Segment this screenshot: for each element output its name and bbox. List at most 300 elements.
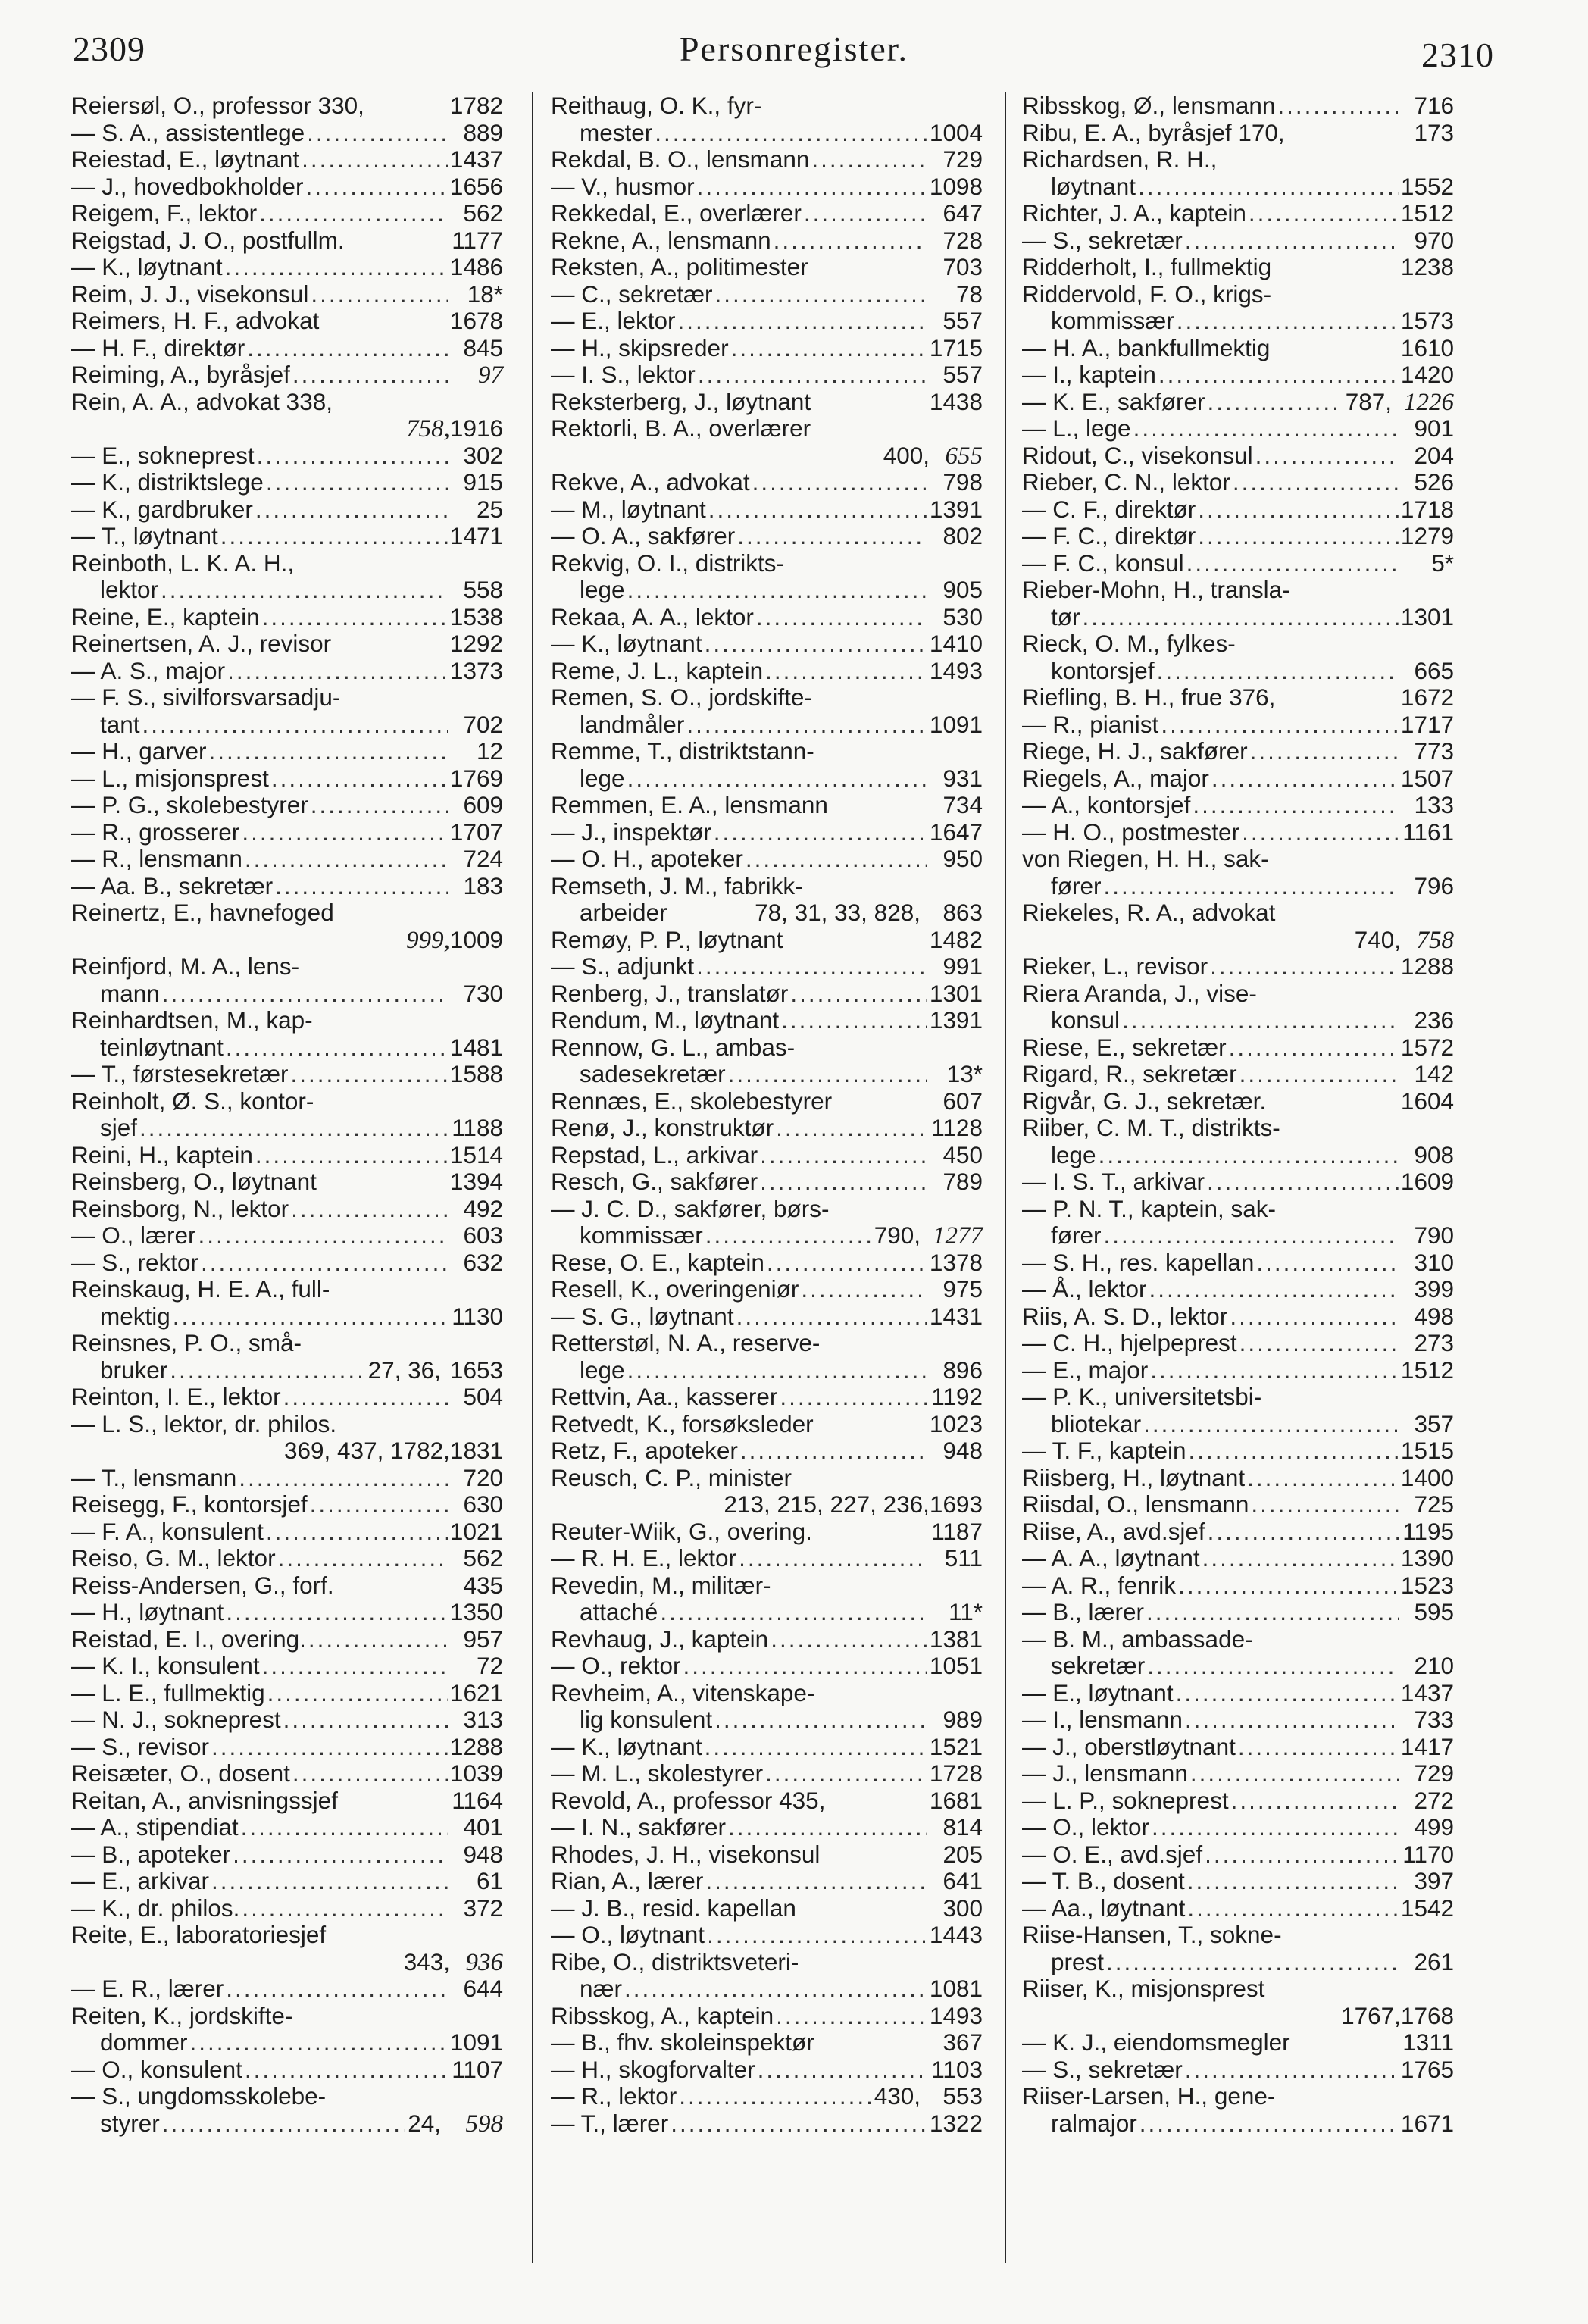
entry-page-number: 1610 [1400,333,1454,361]
entry-name: — F. A., konsulent [71,1517,264,1545]
entry-name: — K. I., konsulent [71,1652,260,1679]
register-entry [71,361,503,389]
page-title: Personregister. [679,30,909,68]
entry-page-number: 1226 [1404,388,1454,416]
entry-page-number: 72 [476,1652,503,1679]
register-entry [551,1734,983,1761]
register-entry [71,1734,503,1761]
register-entry [71,1599,503,1626]
register-entry [551,281,983,308]
register-entry [1022,1599,1454,1626]
entry-name: sjef [100,1114,138,1141]
leader-dots [255,496,448,524]
leader-dots [740,1437,927,1465]
register-entry [71,308,503,335]
entry-page-number: 1609 [1400,1168,1454,1195]
register-entry [551,1519,983,1546]
register-entry [551,2003,983,2030]
register-entry [1022,1303,1454,1331]
leader-dots [708,496,927,524]
entry-name: Repstad, L., arkivar [551,1140,758,1168]
entry-page-number: 948 [463,1840,503,1868]
leader-dots [227,658,448,685]
entry-page-number: 758 [1416,926,1454,954]
entry-page-number: 5* [1431,549,1454,577]
leader-dots [162,2110,405,2138]
leader-dots [771,1626,927,1653]
register-entry [71,523,503,550]
leader-dots [1208,389,1343,416]
register-entry [551,92,983,120]
leader-dots [259,200,448,227]
leader-dots [1185,2057,1399,2084]
entry-page-number: 1437 [449,145,503,173]
entry-name: arbeider [580,899,667,926]
entry-name: Riisberg, H., løytnant [1022,1463,1246,1491]
register-entry [551,630,983,658]
leader-dots [686,712,927,739]
register-entry [551,174,983,201]
register-entry [551,1357,983,1384]
entry-name: — K., løytnant [71,253,223,280]
entry-name: Rekkedal, E., overlærer [551,199,802,227]
register-entry [1022,308,1454,335]
leader-dots [311,792,448,819]
entry-page-number: 915 [463,468,503,496]
register-entry [551,1088,983,1115]
entry-page-number: 1420 [1400,361,1454,388]
entry-name: — I., lensmann [1022,1706,1183,1733]
register-entry [551,1680,983,1707]
entry-name: 213, 215, 227, 236, [724,1490,930,1518]
entry-page-number: 1021 [449,1517,503,1545]
entry-page-number: 133 [1414,791,1454,818]
entry-page-number: 595 [1414,1598,1454,1625]
entry-page-number: 357 [1414,1409,1454,1437]
leader-dots [1255,443,1399,470]
register-entry [1022,1491,1454,1519]
entry-name: Remmen, E. A., lensmann [551,791,828,818]
entry-name: — B., fhv. skoleinspektør [551,2028,814,2056]
leader-dots [811,146,927,174]
entry-page-number: 1512 [1400,199,1454,227]
entry-name: Ridderholt, I., fullmektig [1022,253,1272,280]
register-entry [71,2003,503,2030]
leader-dots [776,2003,927,2030]
entry-page-number: 931 [942,764,983,792]
entry-page-number: 641 [942,1867,983,1894]
entry-page-number: 730 [463,979,503,1007]
entry-name: Reigem, F., lektor [71,199,258,227]
entry-name: tant [100,710,140,738]
entry-name: Reite, E., laboratoriesjef [71,1921,327,1948]
entry-name: Revedin, M., militær- [551,1571,771,1599]
register-entry [1022,2083,1454,2110]
entry-page-number: 901 [1414,414,1454,442]
entry-page-number: 511 [944,1544,983,1572]
entry-name: Reinsnes, P. O., små- [71,1329,302,1356]
leader-dots [790,981,927,1008]
entry-name: — L. S., lektor, dr. philos. [71,1409,337,1437]
leader-dots [308,1626,448,1653]
entry-name: Renberg, J., translatør [551,979,789,1007]
entry-name: — K. J., eiendomsmegler [1022,2028,1290,2056]
leader-dots [302,146,448,174]
leader-dots [283,1706,448,1734]
register-entry [71,1760,503,1788]
leader-dots [1139,2110,1399,2138]
entry-name: landmåler [580,710,685,738]
entry-name: Reim, J. J., visekonsul [71,280,309,308]
entry-name: Rhodes, J. H., visekonsul [551,1840,821,1868]
leader-dots [698,361,927,389]
entry-name: Revheim, A., vitenskape- [551,1678,815,1706]
leader-dots [1106,1949,1399,1976]
leader-dots [1150,1357,1399,1384]
page-header [0,0,1588,83]
register-column-3 [1022,92,1454,2137]
entry-name: fører [1051,1221,1102,1249]
leader-dots [241,1814,448,1841]
register-entry [551,1384,983,1411]
entry-name: — S., adjunkt [551,952,695,980]
entry-name: 758, [406,415,450,443]
register-entry [71,1465,503,1492]
entry-name: Reusch, C. P., minister [551,1463,792,1491]
register-entry [71,2057,503,2084]
entry-page-number: 557 [942,361,983,388]
entry-name: Retvedt, K., forsøksleder [551,1409,814,1437]
register-entry [71,873,503,900]
register-entry [1022,1545,1454,1572]
entry-page-number: 1288 [1400,952,1454,980]
register-entry [551,1061,983,1088]
entry-name: Reinhardtsen, M., kap- [71,1006,313,1034]
register-entry [1022,1706,1454,1734]
register-entry [1022,1168,1454,1196]
entry-name: — R., grosserer [71,818,240,846]
entry-name: — R., lektor [551,2082,677,2110]
entry-page-number: 1437 [1400,1678,1454,1706]
register-entry [71,684,503,712]
register-entry [1022,577,1454,604]
leader-dots [278,1545,448,1572]
entry-page-number: 530 [942,602,983,630]
entry-name: Riise, A., avd.sjef [1022,1517,1205,1545]
register-entry [551,1895,983,1922]
entry-name: 1767, [1341,2001,1401,2029]
entry-page-number: 957 [463,1625,503,1653]
register-entry [1022,1975,1454,2003]
register-entry [1022,1788,1454,1815]
leader-dots [627,1357,927,1384]
leader-dots [266,469,448,496]
register-entry [71,604,503,631]
entry-name: Reiersøl, O., professor 330, [71,92,364,119]
register-entry [551,2029,983,2057]
entry-name: — Aa., løytnant [1022,1894,1186,1922]
entry-name: — F. C., konsul [1022,549,1184,577]
entry-name: — N. J., sokneprest [71,1706,281,1733]
register-entry [1022,953,1454,981]
leader-dots [1138,174,1399,201]
entry-page-number: 173 [1414,118,1454,146]
leader-dots [737,523,927,550]
entry-page-number: 1187 [931,1517,983,1545]
entry-name: Reine, E., kaptein [71,602,260,630]
entry-name: prest [1051,1947,1105,1975]
entry-page-number: 1431 [929,1302,983,1330]
register-entry [71,1303,503,1331]
entry-page-number: 204 [1414,441,1454,469]
entry-name: — C. F., direktør [1022,495,1196,523]
register-entry [1022,658,1454,685]
entry-name: Reimers, H. F., advokat [71,307,320,334]
entry-page-number: 526 [1414,468,1454,496]
column-divider [532,92,533,2263]
register-entry [1022,1626,1454,1653]
register-entry [551,1142,983,1169]
register-entry [1022,873,1454,900]
register-entry [1022,1760,1454,1788]
entry-name: Rektorli, B. A., overlærer [551,414,811,442]
entry-name: — A. S., major [71,656,226,684]
register-entry [71,927,503,954]
leader-dots [225,254,448,281]
entry-name: Rieber-Mohn, H., transla- [1022,576,1290,603]
entry-page-number: 1170 [1402,1840,1454,1868]
entry-page-number: 1288 [449,1732,503,1760]
entry-page-number: 12 [476,737,503,765]
entry-page-number: 1292 [449,630,503,657]
register-entry [71,630,503,658]
register-entry [71,281,503,308]
register-entry [1022,1841,1454,1869]
entry-name: lege [1051,1140,1096,1168]
entry-name: mektig [100,1302,170,1330]
entry-page-number: 733 [1414,1706,1454,1733]
register-entry [1022,846,1454,873]
entry-page-number: 1482 [929,925,983,953]
entry-name: — E., løytnant [1022,1678,1174,1706]
leader-dots [752,469,927,496]
register-column-2 [551,92,983,2137]
leader-dots [1147,1653,1399,1680]
register-entry [71,819,503,846]
entry-page-number: 1391 [929,1006,983,1034]
entry-name: — S. G., løytnant [551,1302,734,1330]
entry-page-number: 1512 [1400,1356,1454,1384]
leader-dots [1230,1303,1399,1331]
entry-name: kommissær [1051,307,1174,334]
register-entry [1022,1868,1454,1895]
register-entry [551,953,983,981]
entry-name: kommissær [580,1221,703,1249]
entry-name: bliotekar [1051,1409,1142,1437]
entry-page-number: 1493 [929,2001,983,2029]
register-entry [1022,738,1454,765]
register-entry [551,1975,983,2003]
entry-page-number: 498 [1414,1302,1454,1330]
entry-page-number: 1493 [929,656,983,684]
entry-name: — S. H., res. kapellan [1022,1248,1255,1276]
entry-name: Riegels, A., major [1022,764,1209,792]
register-entry [71,2029,503,2057]
entry-name: Reinholt, Ø. S., kontor- [71,1087,314,1115]
entry-name: — E., sokneprest [71,441,255,469]
entry-name: Rennow, G. L., ambas- [551,1033,796,1061]
register-entry [1022,146,1454,174]
register-entry [1022,2110,1454,2138]
entry-page-number: 1378 [929,1248,983,1276]
register-entry [551,1814,983,1841]
entry-page-number: 1831 [449,1437,503,1464]
leader-dots [1249,200,1399,227]
entry-page-number: 1091 [449,2028,503,2056]
entry-name: — O., lektor [1022,1813,1150,1841]
register-entry [71,1168,503,1196]
entry-page-number: 1765 [1400,2055,1454,2083]
leader-dots [671,2110,927,2138]
leader-dots [291,1196,448,1223]
entry-page-refs: 27, 36, [367,1356,441,1384]
register-entry [1022,1088,1454,1115]
register-entry [1022,254,1454,281]
entry-page-number: 728 [942,226,983,254]
entry-page-number: 1486 [449,253,503,280]
register-entry [1022,1680,1454,1707]
register-column-1 [71,92,503,2137]
entry-name: bruker [100,1356,168,1384]
leader-dots [728,1061,927,1088]
entry-page-number: 1128 [931,1114,983,1141]
register-entry [1022,120,1454,147]
entry-name: — H. O., postmester [1022,818,1240,846]
entry-page-number: 607 [942,1087,983,1115]
register-entry [551,308,983,335]
entry-name: kontorsjef [1051,656,1155,684]
entry-name: mann [100,979,160,1007]
entry-page-number: 273 [1414,1329,1454,1356]
entry-name: — P. G., skolebestyrer [71,791,308,818]
entry-name: — L., misjonsprest [71,764,269,792]
register-entry [1022,1196,1454,1223]
register-entry [71,1626,503,1653]
register-entry [1022,2057,1454,2084]
entry-page-number: 1769 [449,764,503,792]
right-page-number: 2310 [1421,36,1494,74]
leader-dots [211,1734,448,1761]
register-entry [551,1545,983,1572]
register-entry [551,415,983,443]
register-entry [551,1196,983,1223]
leader-dots [1177,308,1399,335]
entry-name: — J., hovedbokholder [71,172,304,200]
register-entry [551,1276,983,1303]
register-entry [1022,604,1454,631]
leader-dots [765,1760,927,1788]
entry-page-number: 210 [1414,1652,1454,1679]
entry-name: mester [580,118,653,146]
entry-page-number: 814 [942,1813,983,1841]
leader-dots [660,1599,927,1626]
entry-page-number: 632 [463,1248,503,1276]
entry-page-number: 25 [476,495,503,523]
entry-name: — I., kaptein [1022,361,1156,388]
register-entry [71,1330,503,1357]
entry-page-number: 802 [942,522,983,549]
register-entry [1022,1519,1454,1546]
entry-name: — M. L., skolestyrer [551,1759,764,1787]
entry-name: Remseth, J. M., fabrikk- [551,871,803,899]
entry-page-number: 1381 [929,1625,983,1653]
register-entry [1022,630,1454,658]
register-entry [551,765,983,793]
leader-dots [1104,873,1399,900]
entry-page-number: 61 [476,1867,503,1894]
entry-page-number: 558 [463,576,503,603]
leader-dots [311,281,448,308]
register-entry [71,443,503,470]
leader-dots [201,1250,448,1277]
entry-page-number: 975 [942,1275,983,1303]
register-entry [71,1922,503,1949]
entry-name: ralmajor [1051,2109,1137,2137]
register-entry [1022,1572,1454,1600]
register-entry [1022,389,1454,416]
register-entry [1022,819,1454,846]
entry-page-number: 724 [463,845,503,872]
entry-page-number: 1693 [929,1490,983,1518]
entry-name: — L. P., sokneprest [1022,1786,1229,1814]
entry-name: Rekdal, B. O., lensmann [551,145,810,173]
entry-name: Reuter-Wiik, G., overing. [551,1517,812,1545]
entry-page-number: 1195 [1402,1517,1454,1545]
leader-dots [239,1465,448,1492]
entry-page-number: 1538 [449,602,503,630]
entry-name: Riiser, K., misjonsprest [1022,1975,1265,2002]
register-entry [71,658,503,685]
register-entry [71,981,503,1008]
register-entry [71,1034,503,1062]
entry-name: — E., arkivar [71,1867,210,1894]
entry-name: — O., konsulent [71,2055,242,2083]
leader-dots [290,1061,447,1088]
entry-page-number: 845 [463,333,503,361]
entry-name: — I. S. T., arkivar [1022,1168,1205,1195]
register-entry [1022,1465,1454,1492]
leader-dots [139,1115,448,1142]
register-entry [71,1949,503,1976]
entry-page-number: 729 [1414,1759,1454,1787]
entry-name: dommer [100,2028,188,2056]
register-entry [1022,200,1454,227]
leader-dots [746,846,927,873]
entry-page-number: 1417 [1400,1732,1454,1760]
entry-name: sekretær [1051,1652,1146,1679]
entry-name: lege [580,1356,625,1384]
entry-name: løytnant [1051,172,1136,200]
entry-name: nær [580,1975,623,2002]
entry-page-number: 1481 [449,1033,503,1061]
register-entry [1022,1814,1454,1841]
register-entry [71,1411,503,1438]
register-entry [551,1303,983,1331]
leader-dots [173,1303,448,1331]
entry-name: — L., lege [1022,414,1131,442]
entry-name: Reme, J. L., kaptein [551,656,764,684]
leader-dots [1193,792,1399,819]
